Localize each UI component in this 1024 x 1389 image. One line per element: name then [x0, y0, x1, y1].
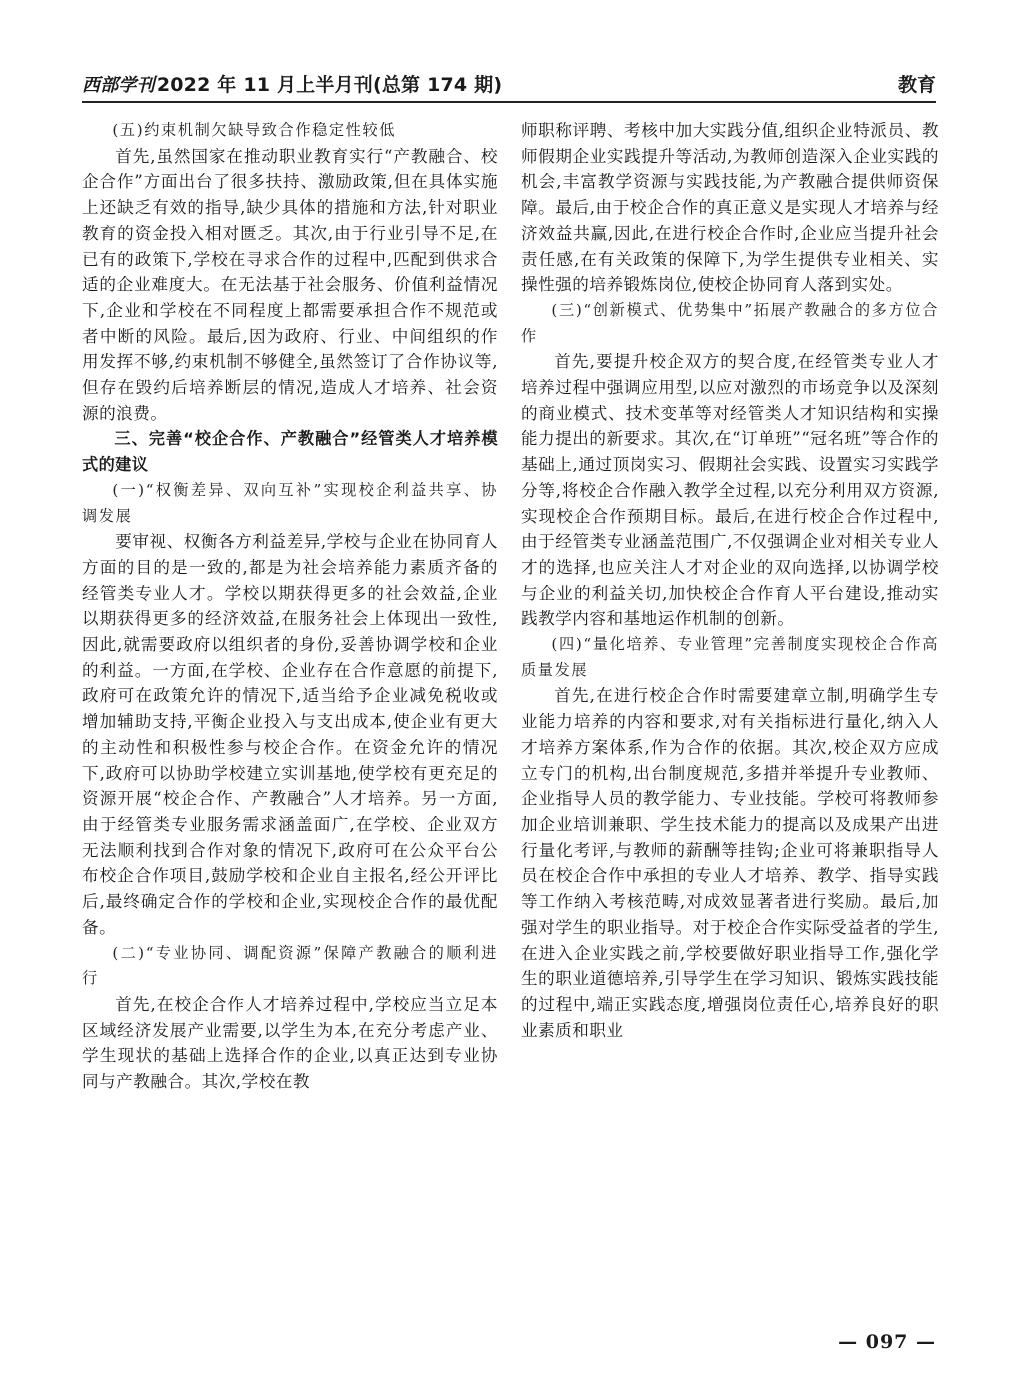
- page-number: — 097 —: [838, 1331, 936, 1353]
- running-header: [82, 70, 936, 100]
- section-heading-3: 三、完善“校企合作、产教融合”经管类人才培养模式的建议: [82, 429, 498, 475]
- issue-info: 2022 年 11 月上半月刊(总第 174 期): [156, 74, 503, 96]
- header-divider: [82, 101, 936, 103]
- section-label: 教育: [897, 74, 936, 96]
- subsection-heading-4: (四)“量化培养、专业管理”完善制度实现校企合作高质量发展: [521, 635, 939, 679]
- paragraph: 要审视、权衡各方利益差异,学校与企业在协同育人方面的目的是一致的,都是为社会培养能力素质齐备的经管类专业人才。学校以期获得更多的社会效益,企业以期获得更多的经济效益,在服务社会上体现出一致性,因此,就需要政府以组织者的身份,妥善协调学校和企业的利益。一方面,在学校、企业存在合作意愿的前提下,政府可在政策允许的情况下,适当给予企业减免税收或增加辅助支持,平衡企业投入与支出成本,使企业有更大的主动性和积极性参与校企合作。在资金允许的情况下,政府可以协助学校建立实训基地,使学校有更充足的资源开展“校企合作、产教融合”人才培养。另一方面,由于经管类专业服务需求涵盖面广,在学校、企业双方无法顺利找到合作对象的情况下,政府可在公众平台公布校企合作项目,鼓励学校和企业自主报名,经公开评比后,最终确定合作的学校和企业,实现校企合作的最优配备。: [82, 532, 498, 937]
- paragraph-continued: 师职称评聘、考核中加大实践分值,组织企业特派员、教师假期企业实践提升等活动,为教师创造深入企业实践的机会,丰富教学资源与实践技能,为产教融合提供师资保障。最后,由于校企合作的真正意义是实现人才培养与经济效益共赢,因此,在进行校企合作时,企业应当提升社会责任感,在有关政策的保障下,为学生提供专业相关、实操性强的培养锻炼岗位,使校企协同育人落到实处。: [521, 121, 939, 295]
- left-column: [82, 118, 498, 1095]
- subsection-heading-1: (一)“权衡差异、双向互补”实现校企利益共享、协调发展: [82, 480, 498, 525]
- subsection-heading-5: (五)约束机制欠缺导致合作稳定性较低: [112, 121, 397, 139]
- journal-issue-line: [82, 70, 502, 97]
- paragraph: 首先,要提升校企双方的契合度,在经管类专业人才培养过程中强调应用型,以应对激烈的市场竞争以及深刻的商业模式、技术变革等对经管类人才知识结构和实操能力提出的新要求。其次,在“订单班”“冠名班”等合作的基础上,通过顶岗实习、假期社会实践、设置实习实践学分等,将校企合作融入教学全过程,以充分利用双方资源,实现校企合作预期目标。最后,在进行校企合作过程中,由于经管类专业涵盖范围广,不仅强调企业对相关专业人才的选择,也应关注人才对企业的双向选择,以协调学校与企业的利益关切,加快校企合作育人平台建设,推动实践教学内容和基地运作机制的创新。: [521, 352, 939, 629]
- paragraph: 首先,虽然国家在推动职业教育实行“产教融合、校企合作”方面出台了很多扶持、激励政策,但在具体实施上还缺乏有效的指导,缺少具体的措施和方法,针对职业教育的资金投入相对匮乏。其次,由于行业引导不足,在已有的政策下,学校在寻求合作的过程中,匹配到供求合适的企业难度大。在无法基于社会服务、价值利益情况下,企业和学校在不同程度上都需要承担合作不规范或者中断的风险。最后,因为政府、行业、中间组织的作用发挥不够,约束机制不够健全,虽然签订了合作协议等,但存在毁约后培养断层的情况,造成人才培养、社会资源的浪费。: [82, 146, 498, 423]
- right-column: [521, 118, 939, 1043]
- subsection-heading-3: (三)“创新模式、优势集中”拓展产教融合的多方位合作: [521, 300, 939, 345]
- paragraph: 首先,在校企合作人才培养过程中,学校应当立足本区域经济发展产业需要,以学生为本,在充分考虑产业、学生现状的基础上选择合作的企业,以真正达到专业协同与产教融合。其次,学校在教: [82, 994, 498, 1092]
- paragraph: 首先,在进行校企合作时需要建章立制,明确学生专业能力培养的内容和要求,对有关指标进行量化,纳入人才培养方案体系,作为合作的依据。其次,校企双方应成立专门的机构,出台制度规范,多措并举提升专业教师、企业指导人员的教学能力、专业技能。学校可将教师参加企业培训兼职、学生技术能力的提高以及成果产出进行量化考评,与教师的薪酬等挂钩;企业可将兼职指导人员在校企合作中承担的专业人才培养、教学、指导实践等工作纳入考核范畴,对成效显著者进行奖励。最后,加强对学生的职业指导。对于校企合作实际受益者的学生,在进入企业实践之前,学校要做好职业指导工作,强化学生的职业道德培养,引导学生在学习知识、锻炼实践技能的过程中,端正实践态度,增强岗位责任心,培养良好的职业素质和职业: [521, 686, 939, 1040]
- subsection-heading-2: (二)“专业协同、调配资源”保障产教融合的顺利进行: [82, 943, 498, 988]
- journal-logo: 西部学刊: [82, 75, 155, 96]
